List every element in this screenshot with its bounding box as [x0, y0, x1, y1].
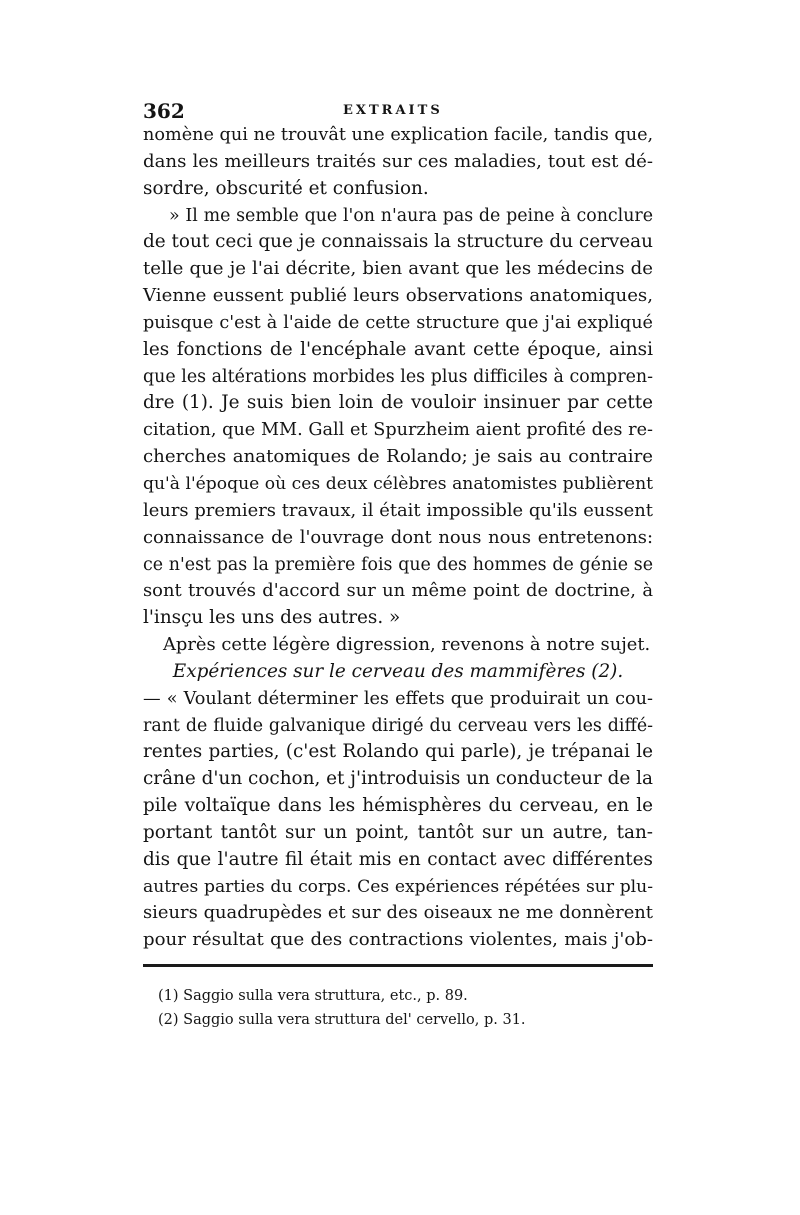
text-line: rentes parties, (c'est Rolando qui parle), je trépanai le: [143, 741, 653, 763]
text-line: ce n'est pas la première fois que des hommes de génie se: [143, 554, 653, 575]
text-line: leurs premiers travaux, il était impossible qu'ils eussent: [143, 499, 653, 521]
text-line: autres parties du corps. Ces expériences répétées sur plu-: [143, 876, 653, 897]
text-line: citation, que MM. Gall et Spurzheim aient profité des re-: [143, 420, 653, 441]
text-line: de tout ceci que je connaissais la structure du cerveau: [143, 231, 653, 253]
text-line: rant de fluide galvanique dirigé du cerveau vers les diffé-: [143, 715, 653, 736]
text-line: dans les meilleurs traités sur ces maladies, tout est dé-: [143, 150, 653, 172]
text-line: Après cette légère digression, revenons à notre sujet.: [163, 634, 651, 656]
text-line: qu'à l'époque où ces deux célèbres anatomistes publièrent: [143, 473, 653, 494]
text-line: pile voltaïque dans les hémisphères du cerveau, en le: [143, 795, 653, 817]
page-number: 362: [143, 99, 185, 123]
footnote-divider: [143, 964, 653, 967]
text-line: dis que l'autre fil était mis en contact avec différentes: [143, 848, 653, 870]
text-line: que les altérations morbides les plus difficiles à compren-: [143, 366, 653, 387]
page-header: [143, 97, 653, 123]
text-line: sont trouvés d'accord sur un même point de doctrine, à: [143, 580, 653, 602]
text-line: telle que je l'ai décrite, bien avant que les médecins de: [143, 258, 653, 280]
text-line: les fonctions de l'encéphale avant cette époque, ainsi: [143, 338, 653, 360]
text-line: pour résultat que des contractions violentes, mais j'ob-: [143, 929, 653, 951]
running-title: EXTRAITS: [343, 103, 443, 118]
text-line: crâne d'un cochon, et j'introduisis un conducteur de la: [143, 768, 653, 790]
footnotes: [158, 984, 638, 1032]
text-line: » Il me semble que l'on n'aura pas de peine à conclure: [169, 205, 653, 226]
text-line: nomène qui ne trouvât une explication facile, tandis que,: [143, 125, 654, 145]
text-line: connaissance de l'ouvrage dont nous nous entretenons:: [143, 526, 653, 548]
text-line: dre (1). Je suis bien loin de vouloir insinuer par cette: [143, 392, 653, 414]
text-line: l'insçu les uns des autres. »: [143, 607, 401, 629]
text-line: puisque c'est à l'aide de cette structure que j'ai expliqué: [143, 312, 653, 333]
text-line: Vienne eussent publié leurs observations anatomiques,: [143, 285, 653, 307]
text-line: sordre, obscurité et confusion.: [143, 177, 429, 199]
text-line: cherches anatomiques de Rolando; je sais au contraire: [143, 446, 653, 468]
text-line: sieurs quadrupèdes et sur des oiseaux ne me donnèrent: [143, 902, 653, 924]
footnote-1: (1) Saggio sulla vera struttura, etc., p. 89.: [158, 988, 468, 1004]
section-heading: Expériences sur le cerveau des mammifères (2).: [172, 660, 624, 682]
text-line: portant tantôt sur un point, tantôt sur un autre, tan-: [143, 821, 653, 843]
text-line: — « Voulant déterminer les effets que produirait un cou-: [143, 688, 653, 709]
body-text: [143, 122, 653, 954]
footnote-2: (2) Saggio sulla vera struttura del' cervello, p. 31.: [158, 1012, 526, 1028]
